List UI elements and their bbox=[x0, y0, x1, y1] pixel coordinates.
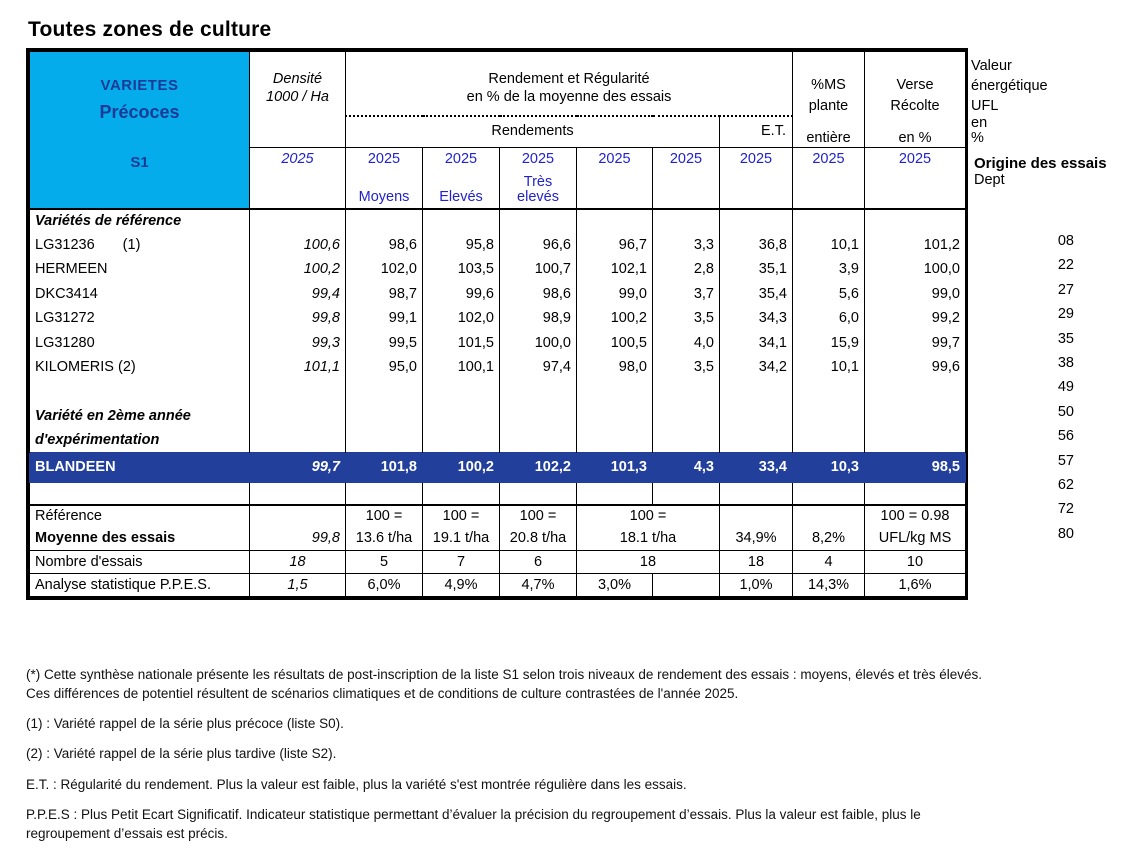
moyenne-eleves: 19.1 t/ha bbox=[423, 527, 500, 551]
year-densite: 2025 bbox=[250, 147, 346, 171]
highlight-rendement: 101,3 bbox=[577, 453, 653, 483]
spacer2-rend bbox=[577, 483, 653, 505]
sec2b-eleves bbox=[423, 429, 500, 453]
cell-moyens: 95,0 bbox=[346, 355, 423, 379]
header-row-3: Rendements E.T. entière en % en % bbox=[30, 116, 966, 148]
dept-item: 29 bbox=[1057, 306, 1074, 323]
cell-densite: 100,2 bbox=[250, 258, 346, 282]
ms-line3: entière bbox=[793, 116, 865, 148]
cell-verse: 6,0 bbox=[793, 307, 865, 331]
year-et: 2025 bbox=[653, 147, 720, 171]
nombre-ms: 18 bbox=[720, 551, 793, 574]
et-header: E.T. bbox=[720, 116, 793, 148]
sub-tres-eleves bbox=[500, 171, 577, 209]
sec2-eleves bbox=[423, 404, 500, 428]
moyenne-tres-eleves: 20.8 t/ha bbox=[500, 527, 577, 551]
cell-verse: 10,1 bbox=[793, 233, 865, 257]
sec2b-et bbox=[653, 429, 720, 453]
sec2-ufl bbox=[865, 404, 966, 428]
densite-header: Densité bbox=[250, 52, 346, 90]
ppes-verse: 14,3% bbox=[793, 574, 865, 597]
moyenne-label: Moyenne des essais bbox=[30, 527, 250, 551]
moyenne-row bbox=[30, 527, 966, 551]
cell-ms: 34,1 bbox=[720, 331, 793, 355]
highlight-moyens: 101,8 bbox=[346, 453, 423, 483]
reference-ufl-base: 100 = 0.98 bbox=[865, 505, 966, 527]
table-row bbox=[30, 331, 966, 355]
nombre-tres-eleves: 6 bbox=[500, 551, 577, 574]
header-year-row bbox=[30, 147, 966, 171]
cell-eleves: 95,8 bbox=[423, 233, 500, 257]
table-row bbox=[30, 258, 966, 282]
cell-et: 3,5 bbox=[653, 307, 720, 331]
cell-tres-eleves: 100,0 bbox=[500, 331, 577, 355]
cell-rendement: 102,1 bbox=[577, 258, 653, 282]
nombre-rendement: 18 bbox=[577, 551, 720, 574]
ms-header bbox=[793, 52, 865, 116]
sec-ref-et bbox=[653, 209, 720, 233]
spacer2-verse bbox=[793, 483, 865, 505]
highlight-eleves: 100,2 bbox=[423, 453, 500, 483]
sub-moyens: Moyens bbox=[346, 171, 423, 209]
year-moyens: 2025 bbox=[346, 147, 423, 171]
sec-ref-tres bbox=[500, 209, 577, 233]
sub-ufl bbox=[865, 171, 966, 209]
variety-name-text: LG31236 bbox=[35, 237, 95, 254]
sec2b-ms bbox=[720, 429, 793, 453]
table-row bbox=[30, 282, 966, 306]
year-ms: 2025 bbox=[720, 147, 793, 171]
cell-tres-eleves: 96,6 bbox=[500, 233, 577, 257]
cell-eleves: 100,1 bbox=[423, 355, 500, 379]
sub-verse bbox=[793, 171, 865, 209]
cell-ufl: 101,2 bbox=[865, 233, 966, 257]
ppes-rendement: 3,0% bbox=[577, 574, 653, 597]
varieties-list: S1 bbox=[130, 154, 149, 172]
cell-ufl: 99,2 bbox=[865, 307, 966, 331]
sub-eleves: Elevés bbox=[423, 171, 500, 209]
year-ufl: 2025 bbox=[865, 147, 966, 171]
reference-eleves-base: 100 = bbox=[423, 505, 500, 527]
cell-densite: 101,1 bbox=[250, 355, 346, 379]
cell-ms: 34,2 bbox=[720, 355, 793, 379]
nombre-densite: 18 bbox=[250, 551, 346, 574]
highlight-et: 4,3 bbox=[653, 453, 720, 483]
variety-name: DKC3414 bbox=[30, 282, 250, 306]
cell-densite: 99,4 bbox=[250, 282, 346, 306]
sec2b-moyens bbox=[346, 429, 423, 453]
spacer-moyens bbox=[346, 380, 423, 404]
ppes-densite: 1,5 bbox=[250, 574, 346, 597]
footnote-ppes: P.P.E.S : Plus Petit Ecart Significatif. Indicateur statistique permettant d’évaluer la précision du regroupement d’essais. Plus la valeur est faible, plus le regroupement d’essais est précis. bbox=[26, 806, 921, 841]
highlight-densite: 99,7 bbox=[250, 453, 346, 483]
year-eleves: 2025 bbox=[423, 147, 500, 171]
moyenne-ms: 34,9% bbox=[720, 527, 793, 551]
cell-moyens: 99,1 bbox=[346, 307, 423, 331]
varieties-sub: Précoces bbox=[99, 101, 180, 122]
moyenne-densite: 99,8 bbox=[250, 527, 346, 551]
ppes-eleves: 4,9% bbox=[423, 574, 500, 597]
sec2-moyens bbox=[346, 404, 423, 428]
footnote-et: E.T. : Régularité du rendement. Plus la valeur est faible, plus la variété s'est montrée régulière dans les essais. bbox=[26, 776, 687, 792]
dept-item: 35 bbox=[1057, 330, 1074, 347]
densite-unit: 1000 / Ha bbox=[250, 90, 346, 116]
reference-moyens-base: 100 = bbox=[346, 505, 423, 527]
cell-et: 2,8 bbox=[653, 258, 720, 282]
cell-densite: 99,3 bbox=[250, 331, 346, 355]
sec-ref-rend bbox=[577, 209, 653, 233]
sec-ref-densite bbox=[250, 209, 346, 233]
nombre-eleves: 7 bbox=[423, 551, 500, 574]
moyenne-ufl: UFL/kg MS bbox=[865, 527, 966, 551]
variety-name bbox=[30, 233, 250, 257]
section-second-year-label-1: Variété en 2ème année bbox=[30, 404, 250, 428]
cell-rendement: 96,7 bbox=[577, 233, 653, 257]
sub-et bbox=[653, 171, 720, 209]
table-row bbox=[30, 307, 966, 331]
cell-tres-eleves: 100,7 bbox=[500, 258, 577, 282]
ms-line1: %MS bbox=[811, 77, 846, 94]
densite-spacer bbox=[250, 116, 346, 148]
sec2b-ufl bbox=[865, 429, 966, 453]
cell-verse: 10,1 bbox=[793, 355, 865, 379]
spacer-ufl bbox=[865, 380, 966, 404]
ppes-label: Analyse statistique P.P.E.S. bbox=[30, 574, 250, 597]
variety-name: LG31272 bbox=[30, 307, 250, 331]
cell-moyens: 102,0 bbox=[346, 258, 423, 282]
varieties-header-cell bbox=[30, 52, 250, 148]
spacer2-moyens bbox=[346, 483, 423, 505]
highlight-tres-eleves: 102,2 bbox=[500, 453, 577, 483]
ms-line2: plante bbox=[808, 98, 849, 115]
reference-verse bbox=[793, 505, 865, 527]
spacer2-tres bbox=[500, 483, 577, 505]
cell-verse: 5,6 bbox=[793, 282, 865, 306]
reference-densite bbox=[250, 505, 346, 527]
reference-label: Référence bbox=[30, 505, 250, 527]
spacer2-ufl bbox=[865, 483, 966, 505]
nombre-verse: 4 bbox=[793, 551, 865, 574]
variety-name: LG31280 bbox=[30, 331, 250, 355]
ppes-ms: 1,0% bbox=[720, 574, 793, 597]
sec2-rend bbox=[577, 404, 653, 428]
cell-rendement: 100,5 bbox=[577, 331, 653, 355]
varieties-list-cell bbox=[30, 147, 250, 209]
cell-et: 3,7 bbox=[653, 282, 720, 306]
verse-line2: Récolte bbox=[890, 98, 940, 115]
cell-ms: 34,3 bbox=[720, 307, 793, 331]
footnote-1: (1) : Variété rappel de la série plus précoce (liste S0). bbox=[26, 716, 344, 732]
dept-item: 22 bbox=[1057, 257, 1074, 274]
ppes-et bbox=[653, 574, 720, 597]
sec2b-rend bbox=[577, 429, 653, 453]
nombre-ufl: 10 bbox=[865, 551, 966, 574]
sub-rendement bbox=[577, 171, 653, 209]
year-tres-eleves: 2025 bbox=[500, 147, 577, 171]
dept-item: 27 bbox=[1057, 281, 1074, 298]
cell-ufl: 99,6 bbox=[865, 355, 966, 379]
spacer2-eleves bbox=[423, 483, 500, 505]
variety-name: KILOMERIS (2) bbox=[30, 355, 250, 379]
cell-tres-eleves: 98,9 bbox=[500, 307, 577, 331]
cell-rendement: 98,0 bbox=[577, 355, 653, 379]
origine-des-essais bbox=[974, 155, 1107, 188]
year-verse: 2025 bbox=[793, 147, 865, 171]
spacer-et bbox=[653, 380, 720, 404]
dept-item: 50 bbox=[1057, 403, 1074, 420]
ppes-ufl: 1,6% bbox=[865, 574, 966, 597]
sec2-tres bbox=[500, 404, 577, 428]
footnote-asterisk: (*) Cette synthèse nationale présente les résultats de post-inscription de la liste S1 selon trois niveaux de rendement des essais : moyens, élevés et très élevés. Ces différences de potentiel résultent de scénarios climatiques et de conditions de culture contrastées de l'année 2025. bbox=[26, 667, 983, 702]
verse-header bbox=[865, 52, 966, 116]
moyenne-rendement: 18.1 t/ha bbox=[577, 527, 720, 551]
verse-line3: en % bbox=[865, 116, 966, 148]
ppes-moyens: 6,0% bbox=[346, 574, 423, 597]
cell-verse: 15,9 bbox=[793, 331, 865, 355]
verse-line1: Verse bbox=[896, 77, 934, 94]
sec2-ms bbox=[720, 404, 793, 428]
sub-tres-line2: elevés bbox=[517, 189, 559, 206]
nombre-label: Nombre d'essais bbox=[30, 551, 250, 574]
section-reference-label: Variétés de référence bbox=[30, 209, 250, 233]
ppes-tres-eleves: 4,7% bbox=[500, 574, 577, 597]
section-reference-row bbox=[30, 209, 966, 233]
section-second-year-label-2: d'expérimentation bbox=[30, 429, 250, 453]
sec-ref-eleves bbox=[423, 209, 500, 233]
cell-ufl: 99,0 bbox=[865, 282, 966, 306]
sec2-densite bbox=[250, 404, 346, 428]
cell-moyens: 99,5 bbox=[346, 331, 423, 355]
reference-ms bbox=[720, 505, 793, 527]
cell-ms: 35,4 bbox=[720, 282, 793, 306]
nombre-essais-row bbox=[30, 551, 966, 574]
cell-et: 4,0 bbox=[653, 331, 720, 355]
sec-ref-moyens bbox=[346, 209, 423, 233]
cell-et: 3,5 bbox=[653, 355, 720, 379]
sec2b-densite bbox=[250, 429, 346, 453]
sec-ref-ms bbox=[720, 209, 793, 233]
spacer-densite bbox=[250, 380, 346, 404]
reference-rendement-base: 100 = bbox=[577, 505, 720, 527]
spacer-row-2 bbox=[30, 483, 966, 505]
variety-name: HERMEEN bbox=[30, 258, 250, 282]
cell-verse: 3,9 bbox=[793, 258, 865, 282]
sub-tres-line1: Très bbox=[523, 174, 553, 190]
spacer-ms bbox=[720, 380, 793, 404]
cell-eleves: 102,0 bbox=[423, 307, 500, 331]
table-row bbox=[30, 355, 966, 379]
spacer-eleves bbox=[423, 380, 500, 404]
highlight-variety-name: BLANDEEN bbox=[30, 453, 250, 483]
highlighted-variety-row bbox=[30, 453, 966, 483]
rendement-reg-header: Rendement et Régularité bbox=[346, 52, 793, 90]
reference-row bbox=[30, 505, 966, 527]
cell-ufl: 99,7 bbox=[865, 331, 966, 355]
cell-et: 3,3 bbox=[653, 233, 720, 257]
spacer-row bbox=[30, 380, 966, 404]
dept-item: 38 bbox=[1057, 354, 1074, 371]
footnotes bbox=[26, 665, 986, 843]
dept-item: 08 bbox=[1057, 233, 1074, 249]
moyenne-verse: 8,2% bbox=[793, 527, 865, 551]
cell-ms: 36,8 bbox=[720, 233, 793, 257]
spacer-rend bbox=[577, 380, 653, 404]
cell-moyens: 98,6 bbox=[346, 233, 423, 257]
rendements-header: Rendements bbox=[346, 116, 720, 148]
nombre-moyens: 5 bbox=[346, 551, 423, 574]
dept-item: 72 bbox=[1057, 501, 1074, 518]
page-title: Toutes zones de culture bbox=[28, 18, 272, 41]
rendement-pct-header: en % de la moyenne des essais bbox=[346, 90, 793, 116]
dept-item: 62 bbox=[1057, 476, 1074, 493]
cell-ufl: 100,0 bbox=[865, 258, 966, 282]
sec2b-verse bbox=[793, 429, 865, 453]
spacer2-et bbox=[653, 483, 720, 505]
dept-item: 80 bbox=[1057, 525, 1074, 542]
dept-item: 49 bbox=[1057, 379, 1074, 396]
spacer-name bbox=[30, 380, 250, 404]
origine-subtitle: Dept bbox=[974, 172, 1005, 188]
sec-ref-verse bbox=[793, 209, 865, 233]
spacer2-name bbox=[30, 483, 250, 505]
section-second-year-row-1 bbox=[30, 404, 966, 428]
highlight-ms: 33,4 bbox=[720, 453, 793, 483]
dept-list bbox=[1040, 229, 1074, 546]
reference-tres-base: 100 = bbox=[500, 505, 577, 527]
cell-eleves: 103,5 bbox=[423, 258, 500, 282]
variety-note: (1) bbox=[122, 237, 141, 254]
ppes-row bbox=[30, 574, 966, 597]
header-row-1: VARIETES Précoces Densité Rendement et Régularité %MS plante Verse Récolte Valeur énergétique UFL bbox=[30, 52, 966, 90]
cell-densite: 100,6 bbox=[250, 233, 346, 257]
cell-densite: 99,8 bbox=[250, 307, 346, 331]
cell-ms: 35,1 bbox=[720, 258, 793, 282]
section-second-year-row-2 bbox=[30, 429, 966, 453]
varieties-label: VARIETES bbox=[100, 76, 179, 94]
cell-eleves: 99,6 bbox=[423, 282, 500, 306]
year-rendement: 2025 bbox=[577, 147, 653, 171]
highlight-ufl: 98,5 bbox=[865, 453, 966, 483]
spacer2-densite bbox=[250, 483, 346, 505]
cell-eleves: 101,5 bbox=[423, 331, 500, 355]
sec2-verse bbox=[793, 404, 865, 428]
table-row bbox=[30, 233, 966, 257]
sec2b-tres bbox=[500, 429, 577, 453]
sec2-et bbox=[653, 404, 720, 428]
footnote-2: (2) : Variété rappel de la série plus tardive (liste S2). bbox=[26, 746, 337, 762]
cell-rendement: 99,0 bbox=[577, 282, 653, 306]
dept-item: 56 bbox=[1057, 428, 1074, 445]
spacer-verse bbox=[793, 380, 865, 404]
cell-tres-eleves: 97,4 bbox=[500, 355, 577, 379]
highlight-verse: 10,3 bbox=[793, 453, 865, 483]
cell-tres-eleves: 98,6 bbox=[500, 282, 577, 306]
sub-ms bbox=[720, 171, 793, 209]
moyenne-moyens: 13.6 t/ha bbox=[346, 527, 423, 551]
sec-ref-ufl bbox=[865, 209, 966, 233]
cell-moyens: 98,7 bbox=[346, 282, 423, 306]
spacer2-ms bbox=[720, 483, 793, 505]
dept-item: 57 bbox=[1057, 452, 1074, 469]
origine-title: Origine des essais bbox=[974, 155, 1107, 172]
spacer-tres bbox=[500, 380, 577, 404]
sub-densite bbox=[250, 171, 346, 209]
cell-rendement: 100,2 bbox=[577, 307, 653, 331]
